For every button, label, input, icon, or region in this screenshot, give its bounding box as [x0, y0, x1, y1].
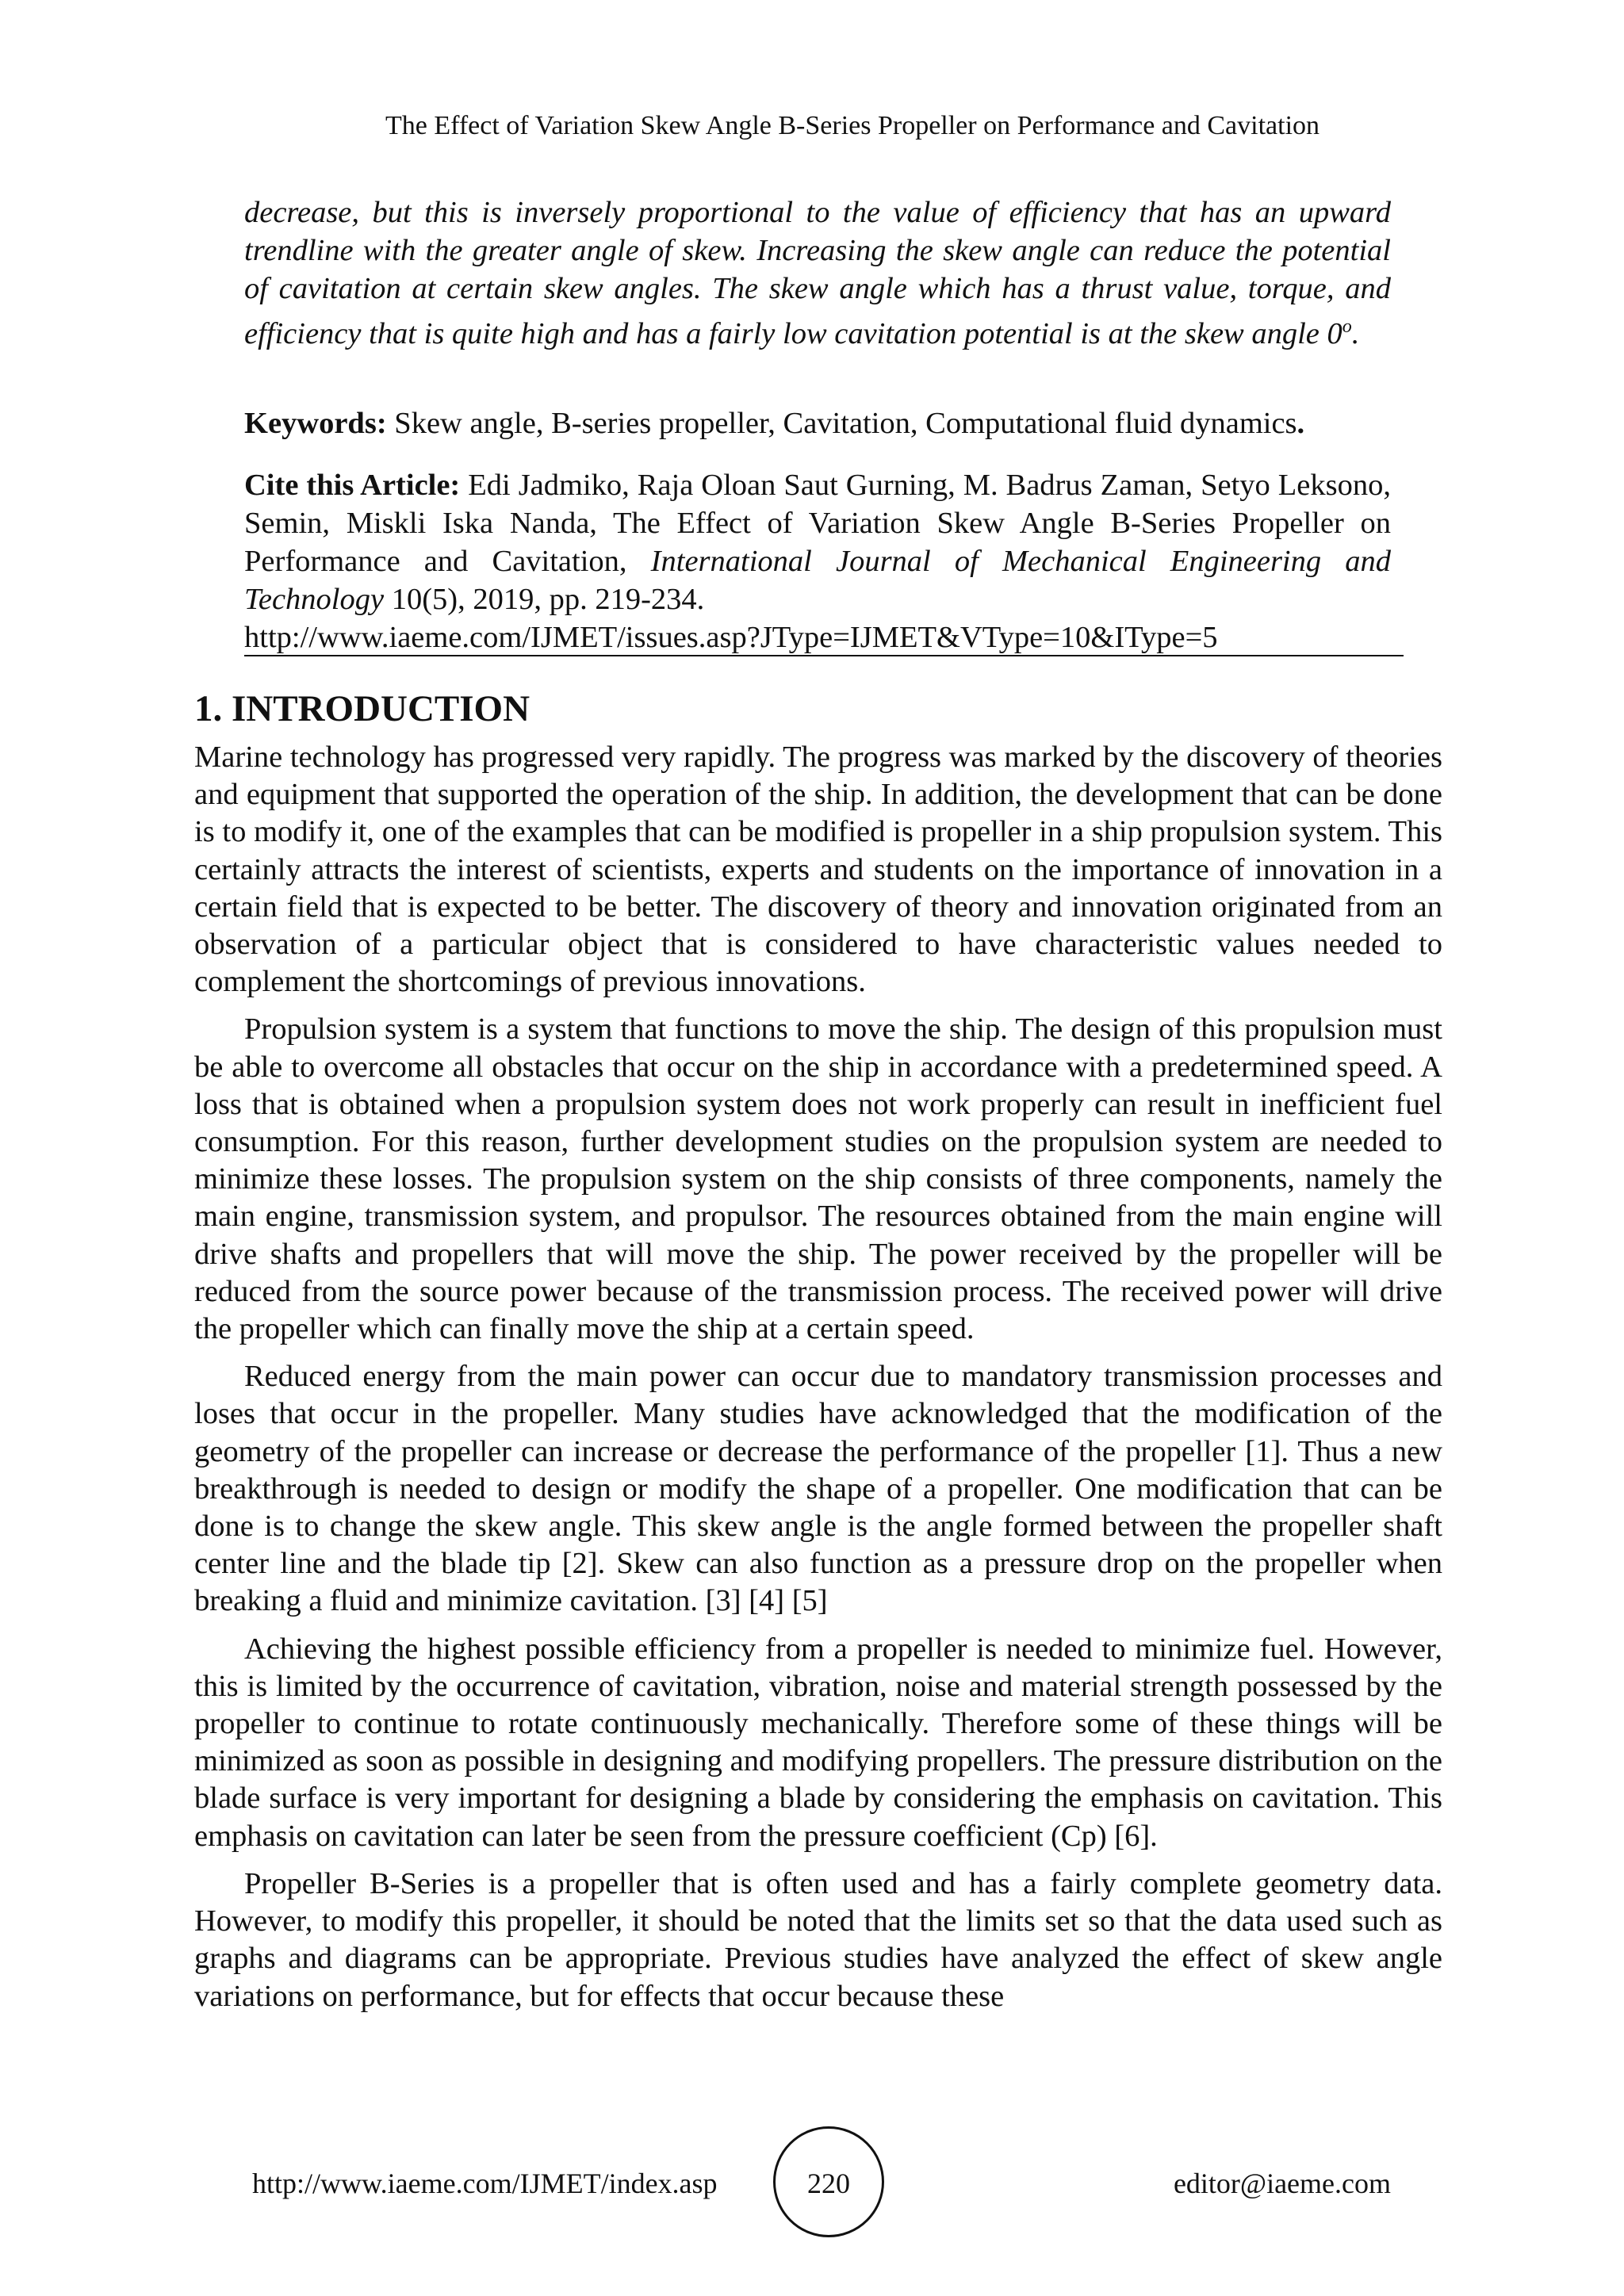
- cite-journal: International Journal of Mechanical Engineering and Technology: [244, 545, 1391, 616]
- paragraph: Propulsion system is a system that functions to move the ship. The design of this propulsion must be able to overcome all obstacles that occur on the ship in accordance with a predetermined speed. A loss that is obtained when a propulsion system does not work properly can result in inefficient fuel consumption. For this reason, further development studies on the propulsion system are needed to minimize these losses. The propulsion system on the ship consists of three components, namely the main engine, transmission system, and propulsor. The resources obtained from the main engine will drive shafts and propellers that will move the ship. The power received by the propeller will be reduced from the source power because of the transmission process. The received power will drive the propeller which can finally move the ship at a certain speed.: [194, 1012, 1442, 1346]
- abstract-tail-end: .: [1351, 316, 1360, 350]
- paragraph: Marine technology has progressed very rapidly. The progress was marked by the discovery of theories and equipment that supported the operation of the ship. In addition, the development that can be done is to modify it, one of the examples that can be modified is propeller in a ship propulsion system. This certainly attracts the interest of scientists, experts and students on the importance of innovation in a certain field that is expected to be better. The discovery of theory and innovation originated from an observation of a particular object that is considered to have characteristic values needed to complement the shortcomings of previous innovations.: [194, 740, 1442, 999]
- introduction-body: [194, 739, 1442, 2026]
- keywords-text: Skew angle, B-series propeller, Cavitation, Computational fluid dynamics: [386, 407, 1297, 440]
- section-heading: 1. INTRODUCTION: [194, 688, 530, 729]
- abstract-tail-text: decrease, but this is inversely proportional to the value of efficiency that has an upward trendline with the greater angle of skew. Increasing the skew angle can reduce the potential of cavitation at certain skew angles. The skew angle which has a thrust value, torque, and efficiency that is quite high and has a fairly low cavitation potential is at the skew angle 0: [244, 196, 1391, 350]
- running-title: The Effect of Variation Skew Angle B-Series Propeller on Performance and Cavitation: [385, 111, 1320, 140]
- cite-text: Edi Jadmiko, Raja Oloan Saut Gurning, M. Badrus Zaman, Setyo Leksono, Semin, Miskli Iska Nanda, The Effect of Variation Skew Angle B-Series Propeller on Performance and Cavitation,: [244, 469, 1391, 578]
- abstract-tail: [244, 193, 1391, 353]
- page-number: 220: [807, 2168, 850, 2199]
- cite-article: [244, 466, 1391, 618]
- keywords-end: .: [1297, 407, 1305, 440]
- paragraph: Achieving the highest possible efficiency from a propeller is needed to minimize fuel. However, this is limited by the occurrence of cavitation, vibration, noise and material strength possessed by the propeller to continue to rotate continuously mechanically. Therefore some of these things will be minimized as soon as possible in designing and modifying propellers. The pressure distribution on the blade surface is very important for designing a blade by considering the emphasis on cavitation. This emphasis on cavitation can later be seen from the pressure coefficient (Cp) [6].: [194, 1632, 1442, 1853]
- paragraph: Propeller B-Series is a propeller that is often used and has a fairly complete geometry data. However, to modify this propeller, it should be noted that the limits set so that the data used such as graphs and diagrams can be appropriate. Previous studies have analyzed the effect of skew angle variations on performance, but for effects that occur because these: [194, 1866, 1442, 2013]
- footer-email-link[interactable]: editor@iaeme.com: [1173, 2168, 1391, 2199]
- footer-url-link[interactable]: http://www.iaeme.com/IJMET/index.asp: [252, 2168, 718, 2199]
- cite-label: Cite this Article:: [244, 469, 461, 502]
- cite-url-link[interactable]: http://www.iaeme.com/IJMET/issues.asp?JType=IJMET&VType=10&IType=5: [244, 621, 1218, 654]
- keywords: [244, 404, 1391, 442]
- paragraph: Reduced energy from the main power can occur due to mandatory transmission processes and loses that occur in the propeller. Many studies have acknowledged that the modification of the geometry of the propeller can increase or decrease the performance of the propeller [1]. Thus a new breakthrough is needed to design or modify the shape of a propeller. One modification that can be done is to change the skew angle. This skew angle is the angle formed between the propeller shaft center line and the blade tip [2]. Skew can also function as a pressure drop on the propeller when breaking a fluid and minimize cavitation. [3] [4] [5]: [194, 1360, 1442, 1618]
- keywords-label: Keywords:: [244, 407, 387, 440]
- cite-divider: [244, 655, 1404, 656]
- degree-superscript: o: [1342, 316, 1352, 337]
- cite-details: 10(5), 2019, pp. 219-234.: [384, 583, 705, 616]
